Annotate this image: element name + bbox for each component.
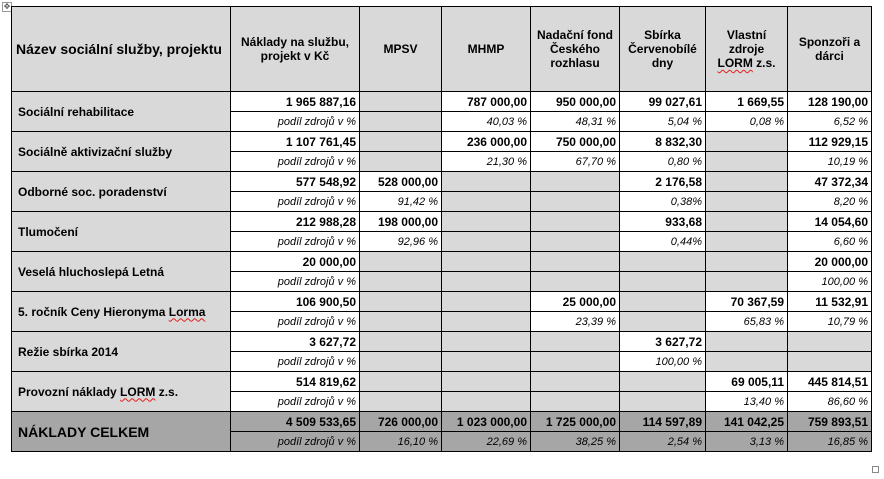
move-handle-icon[interactable]: ✥ — [3, 2, 11, 11]
header-row — [12, 7, 872, 92]
value-cell[interactable] — [620, 372, 706, 392]
share-cell[interactable] — [531, 272, 620, 292]
share-label: podíl zdrojů v % — [231, 392, 360, 412]
share-label: podíl zdrojů v % — [231, 432, 360, 452]
share-cell[interactable]: 13,40 % — [706, 392, 788, 412]
service-name: Režie sbírka 2014 — [12, 332, 231, 372]
value-cell[interactable] — [706, 132, 788, 152]
value-cell[interactable]: 114 597,89 — [620, 412, 706, 432]
share-cell[interactable]: 8,20 % — [788, 192, 872, 212]
value-cell[interactable] — [442, 292, 531, 312]
value-cell[interactable] — [531, 372, 620, 392]
value-cell[interactable]: 70 367,59 — [706, 292, 788, 312]
share-cell[interactable] — [788, 352, 872, 372]
header-source: MHMP — [442, 7, 531, 92]
value-cell[interactable] — [531, 172, 620, 192]
share-cell[interactable]: 0,08 % — [706, 112, 788, 132]
cost-cell[interactable]: 20 000,00 — [231, 252, 360, 272]
share-cell[interactable] — [360, 152, 442, 172]
share-cell[interactable]: 16,85 % — [788, 432, 872, 452]
total-row — [12, 412, 872, 432]
share-cell[interactable]: 67,70 % — [531, 152, 620, 172]
share-cell[interactable]: 21,30 % — [442, 152, 531, 172]
share-label: podíl zdrojů v % — [231, 272, 360, 292]
table-row — [12, 92, 872, 112]
header-source: Sponzoři a dárci — [788, 7, 872, 92]
share-cell[interactable]: 10,79 % — [788, 312, 872, 332]
value-cell[interactable] — [360, 92, 442, 112]
share-cell[interactable]: 16,10 % — [360, 432, 442, 452]
value-cell[interactable] — [442, 172, 531, 192]
share-cell[interactable] — [620, 312, 706, 332]
share-cell[interactable]: 48,31 % — [531, 112, 620, 132]
share-cell[interactable] — [531, 232, 620, 252]
value-cell[interactable] — [442, 212, 531, 232]
value-cell[interactable]: 20 000,00 — [788, 252, 872, 272]
funding-table — [11, 6, 872, 452]
share-label: podíl zdrojů v % — [231, 232, 360, 252]
share-cell[interactable]: 2,54 % — [620, 432, 706, 452]
share-cell[interactable]: 91,42 % — [360, 192, 442, 212]
value-cell[interactable]: 750 000,00 — [531, 132, 620, 152]
share-cell[interactable]: 100,00 % — [620, 352, 706, 372]
value-cell[interactable]: 2 176,58 — [620, 172, 706, 192]
value-cell[interactable] — [706, 332, 788, 352]
header-source: Nadační fond Českého rozhlasu — [531, 7, 620, 92]
service-name: Sociální rehabilitace — [12, 92, 231, 132]
header-cost: Náklady na službu, projekt v Kč — [231, 7, 360, 92]
header-source: Vlastní zdroje LORM z.s. — [706, 7, 788, 92]
share-label: podíl zdrojů v % — [231, 352, 360, 372]
value-cell[interactable] — [531, 332, 620, 352]
value-cell[interactable] — [360, 332, 442, 352]
value-cell[interactable] — [706, 252, 788, 272]
value-cell[interactable] — [788, 332, 872, 352]
share-cell[interactable] — [360, 112, 442, 132]
share-cell[interactable] — [442, 312, 531, 332]
share-cell[interactable]: 6,60 % — [788, 232, 872, 252]
share-cell[interactable] — [620, 272, 706, 292]
service-name: Tlumočení — [12, 212, 231, 252]
value-cell[interactable]: 1 669,55 — [706, 92, 788, 112]
share-cell[interactable] — [531, 352, 620, 372]
cost-cell[interactable]: 1 965 887,16 — [231, 92, 360, 112]
value-cell[interactable]: 112 929,15 — [788, 132, 872, 152]
cost-cell[interactable]: 4 509 533,65 — [231, 412, 360, 432]
header-source: MPSV — [360, 7, 442, 92]
value-cell[interactable]: 528 000,00 — [360, 172, 442, 192]
value-cell[interactable]: 3 627,72 — [620, 332, 706, 352]
value-cell[interactable]: 99 027,61 — [620, 92, 706, 112]
value-cell[interactable]: 198 000,00 — [360, 212, 442, 232]
share-cell[interactable]: 65,83 % — [706, 312, 788, 332]
table-body — [12, 92, 872, 452]
share-cell[interactable]: 6,52 % — [788, 112, 872, 132]
value-cell[interactable] — [442, 252, 531, 272]
value-cell[interactable]: 14 054,60 — [788, 212, 872, 232]
value-cell[interactable] — [442, 332, 531, 352]
value-cell[interactable] — [706, 212, 788, 232]
share-cell[interactable]: 23,39 % — [531, 312, 620, 332]
table-row — [12, 292, 872, 312]
header-service-name: Název sociální služby, projektu — [12, 7, 231, 92]
value-cell[interactable] — [360, 252, 442, 272]
header-source: Sbírka Červenobílé dny — [620, 7, 706, 92]
share-cell[interactable]: 92,96 % — [360, 232, 442, 252]
value-cell[interactable]: 25 000,00 — [531, 292, 620, 312]
value-cell[interactable]: 236 000,00 — [442, 132, 531, 152]
share-label: podíl zdrojů v % — [231, 112, 360, 132]
table-row — [12, 332, 872, 352]
share-cell[interactable] — [442, 192, 531, 212]
value-cell[interactable]: 726 000,00 — [360, 412, 442, 432]
share-label: podíl zdrojů v % — [231, 152, 360, 172]
service-name: Odborné soc. poradenství — [12, 172, 231, 212]
value-cell[interactable]: 8 832,30 — [620, 132, 706, 152]
share-cell[interactable] — [442, 232, 531, 252]
table-row — [12, 252, 872, 272]
value-cell[interactable]: 141 042,25 — [706, 412, 788, 432]
cost-cell[interactable]: 106 900,50 — [231, 292, 360, 312]
total-label: NÁKLADY CELKEM — [12, 412, 231, 452]
value-cell[interactable] — [620, 292, 706, 312]
value-cell[interactable]: 1 725 000,00 — [531, 412, 620, 432]
value-cell[interactable]: 11 532,91 — [788, 292, 872, 312]
value-cell[interactable] — [531, 212, 620, 232]
share-cell[interactable] — [360, 312, 442, 332]
share-cell[interactable]: 86,60 % — [788, 392, 872, 412]
service-name: Provozní náklady LORM z.s. — [12, 372, 231, 412]
share-cell[interactable]: 100,00 % — [788, 272, 872, 292]
share-cell[interactable] — [442, 392, 531, 412]
cost-cell[interactable]: 577 548,92 — [231, 172, 360, 192]
share-cell[interactable] — [360, 272, 442, 292]
share-cell[interactable] — [531, 392, 620, 412]
share-cell[interactable] — [360, 352, 442, 372]
value-cell[interactable] — [360, 372, 442, 392]
cost-cell[interactable]: 1 107 761,45 — [231, 132, 360, 152]
share-cell[interactable]: 22,69 % — [442, 432, 531, 452]
value-cell[interactable]: 933,68 — [620, 212, 706, 232]
share-cell[interactable] — [442, 272, 531, 292]
value-cell[interactable] — [706, 172, 788, 192]
table-row — [12, 372, 872, 392]
share-cell[interactable] — [531, 192, 620, 212]
share-cell[interactable] — [706, 352, 788, 372]
share-cell[interactable] — [360, 392, 442, 412]
value-cell[interactable] — [360, 132, 442, 152]
value-cell[interactable]: 128 190,00 — [788, 92, 872, 112]
share-cell[interactable] — [706, 232, 788, 252]
value-cell[interactable] — [531, 252, 620, 272]
share-cell[interactable] — [706, 192, 788, 212]
value-cell[interactable]: 950 000,00 — [531, 92, 620, 112]
value-cell[interactable]: 787 000,00 — [442, 92, 531, 112]
value-cell[interactable]: 445 814,51 — [788, 372, 872, 392]
share-cell[interactable]: 10,19 % — [788, 152, 872, 172]
cost-cell[interactable]: 212 988,28 — [231, 212, 360, 232]
value-cell[interactable] — [442, 372, 531, 392]
table-row — [12, 172, 872, 192]
value-cell[interactable]: 47 372,34 — [788, 172, 872, 192]
share-cell[interactable]: 40,03 % — [442, 112, 531, 132]
share-label: podíl zdrojů v % — [231, 312, 360, 332]
service-name: 5. ročník Ceny Hieronyma Lorma — [12, 292, 231, 332]
share-cell[interactable] — [442, 352, 531, 372]
table-row — [12, 212, 872, 232]
service-name: Veselá hluchoslepá Letná — [12, 252, 231, 292]
resize-handle-icon[interactable] — [872, 466, 879, 473]
value-cell[interactable]: 1 023 000,00 — [442, 412, 531, 432]
share-cell[interactable]: 0,38% — [620, 192, 706, 212]
share-cell[interactable] — [706, 152, 788, 172]
share-cell[interactable] — [620, 392, 706, 412]
share-cell[interactable]: 0,80 % — [620, 152, 706, 172]
table-row — [12, 132, 872, 152]
share-cell[interactable]: 5,04 % — [620, 112, 706, 132]
share-cell[interactable]: 38,25 % — [531, 432, 620, 452]
share-cell[interactable]: 0,44% — [620, 232, 706, 252]
value-cell[interactable]: 69 005,11 — [706, 372, 788, 392]
cost-cell[interactable]: 514 819,62 — [231, 372, 360, 392]
service-name: Sociálně aktivizační služby — [12, 132, 231, 172]
cost-cell[interactable]: 3 627,72 — [231, 332, 360, 352]
share-cell[interactable] — [706, 272, 788, 292]
share-cell[interactable]: 3,13 % — [706, 432, 788, 452]
share-label: podíl zdrojů v % — [231, 192, 360, 212]
value-cell[interactable]: 759 893,51 — [788, 412, 872, 432]
value-cell[interactable] — [360, 292, 442, 312]
value-cell[interactable] — [620, 252, 706, 272]
